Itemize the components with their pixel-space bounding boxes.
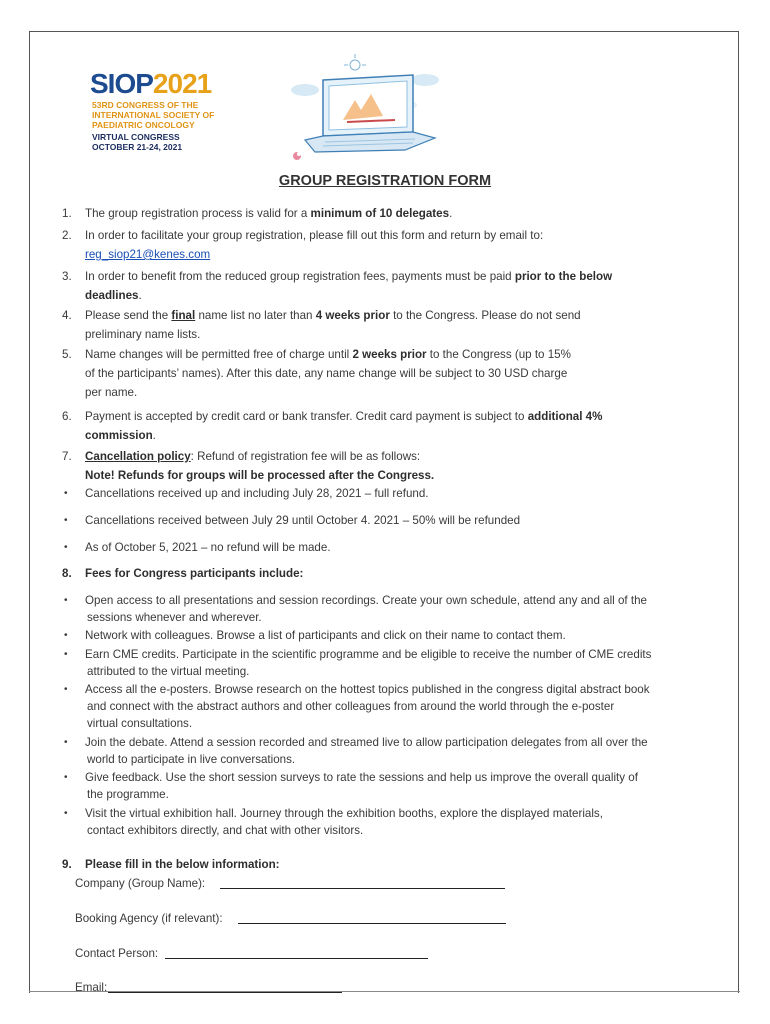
logo-line-4: VIRTUAL CONGRESS [92,132,180,142]
item-number-7: 7. [62,450,72,463]
logo-line-5: OCTOBER 21-24, 2021 [92,142,183,152]
logo-line-2: INTERNATIONAL SOCIETY OF [92,110,215,120]
bullet-icon: • [64,542,68,553]
email-field[interactable] [108,992,342,993]
agency-label: Booking Agency (if relevant): [75,912,223,925]
item-8-heading: Fees for Congress participants include: [85,567,304,580]
bullet-icon: • [64,649,68,660]
item-7-text: Cancellation policy: Refund of registration fee will be as follows: [85,450,421,463]
company-label: Company (Group Name): [75,877,206,890]
fee-item: Open access to all presentations and session recordings. Create your own schedule, attend any and all of the [85,594,647,607]
page-title: GROUP REGISTRATION FORM [278,173,492,189]
fee-item: Join the debate. Attend a session recorded and streamed live to allow participation delegates from all over the [85,736,648,749]
fee-item-cont: virtual consultations. [87,717,193,730]
item-5-text-cont-2: per name. [85,386,138,399]
fee-item-cont: the programme. [87,788,169,801]
logo-line-1: 53RD CONGRESS OF THE [92,100,199,110]
item-9-heading: Please fill in the below information: [85,858,280,871]
agency-field[interactable] [238,923,506,924]
fee-item-cont: sessions whenever and wherever. [87,611,262,624]
item-4-text: Please send the final name list no later than 4 weeks prior to the Congress. Please do not send [85,309,581,322]
laptop-illustration [285,50,445,165]
item-6-text-cont: commission. [85,429,156,442]
fee-item: Visit the virtual exhibition hall. Journey through the exhibition booths, explore the displayed materials, [85,807,603,820]
siop-logo [80,60,260,170]
item-1-text: The group registration process is valid for a minimum of 10 delegates. [85,207,453,220]
fee-item-cont: attributed to the virtual meeting. [87,665,250,678]
item-3-text-cont: deadlines. [85,289,142,302]
email-label: Email: [75,981,108,994]
refund-note: Note! Refunds for groups will be processed after the Congress. [85,469,435,482]
fee-item: Give feedback. Use the short session surveys to rate the sessions and help us improve the overall quality of [85,771,638,784]
contact-field[interactable] [165,958,428,959]
bullet-icon: • [64,772,68,783]
item-number-4: 4. [62,309,72,322]
fee-item: Earn CME credits. Participate in the scientific programme and be eligible to receive the number of CME credits [85,648,652,661]
bullet-icon: • [64,737,68,748]
bullet-icon: • [64,488,68,499]
bullet-icon: • [64,515,68,526]
logo-wordmark: SIOP2021 [90,68,212,99]
item-number-8: 8. [62,567,72,580]
fee-item-cont: world to participate in live conversations. [87,753,296,766]
flower-icon [293,152,301,160]
item-number-5: 5. [62,348,72,361]
bullet-icon: • [64,595,68,606]
bullet-icon: • [64,808,68,819]
cancel-item: Cancellations received up and including July 28, 2021 – full refund. [85,487,429,500]
item-3-text: In order to benefit from the reduced group registration fees, payments must be paid prior to the below [85,270,613,283]
item-number-1: 1. [62,207,72,220]
item-number-2: 2. [62,229,72,242]
laptop-icon [305,75,435,152]
item-2-text: In order to facilitate your group registration, please fill out this form and return by email to: [85,229,544,242]
cancel-item: Cancellations received between July 29 until October 4. 2021 – 50% will be refunded [85,514,521,527]
item-number-3: 3. [62,270,72,283]
registration-email-link[interactable]: reg_siop21@kenes.com [85,248,211,261]
fee-item-cont: contact exhibitors directly, and chat with other visitors. [87,824,364,837]
cancel-item: As of October 5, 2021 – no refund will be made. [85,541,331,554]
item-6-text: Payment is accepted by credit card or bank transfer. Credit card payment is subject to additional 4% [85,410,603,423]
item-number-9: 9. [62,858,72,871]
item-number-6: 6. [62,410,72,423]
fee-item: Network with colleagues. Browse a list of participants and click on their name to contact them. [85,629,566,642]
bullet-icon: • [64,630,68,641]
company-field[interactable] [220,888,505,889]
contact-label: Contact Person: [75,947,159,960]
fee-item-cont: and connect with the abstract authors and other colleagues from around the world through the e-poster [87,700,615,713]
item-4-text-cont: preliminary name lists. [85,328,201,341]
logo-line-3: PAEDIATRIC ONCOLOGY [92,120,195,130]
bullet-icon: • [64,684,68,695]
fee-item: Access all the e-posters. Browse research on the hottest topics published in the congress digital abstract book [85,683,650,696]
item-5-text-cont: of the participants’ names). After this date, any name change will be subject to 30 USD charge [85,367,568,380]
sun-icon [344,54,366,70]
item-5-text: Name changes will be permitted free of charge until 2 weeks prior to the Congress (up to 15% [85,348,571,361]
